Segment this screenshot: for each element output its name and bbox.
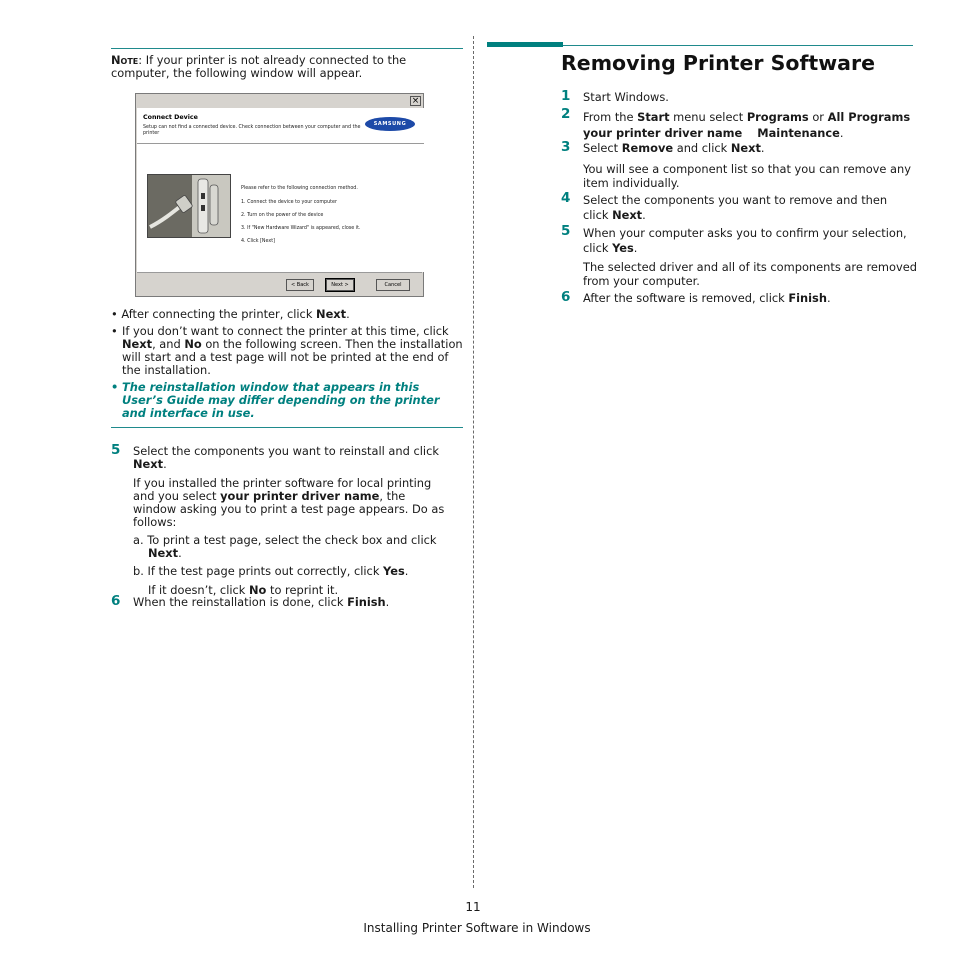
step5-paragraph xyxy=(133,477,449,529)
remove-step3-note: You will see a component list so that you can remove any item individually. xyxy=(583,162,911,190)
heading-accent-bar xyxy=(487,42,563,47)
remove-step1-text: Start Windows. xyxy=(583,90,669,104)
bullet-text: . xyxy=(346,307,350,321)
step-text: Select the components you want to reinstall and click xyxy=(133,444,439,458)
connect-device-dialog-screenshot xyxy=(135,93,424,297)
step-number: 5 xyxy=(561,223,571,239)
bullet-text: After connecting the printer, click xyxy=(121,307,317,321)
bullet-dot: • xyxy=(111,324,118,338)
step-bold: your printer driver name xyxy=(583,126,743,140)
bullet-dont-connect xyxy=(111,325,463,377)
step-bold: your printer driver name xyxy=(220,489,380,503)
step-text: If you installed the printer software for local printing and you select xyxy=(133,476,432,503)
step-number: 4 xyxy=(561,190,571,206)
step-bold: Yes xyxy=(383,564,405,578)
back-button: < Back xyxy=(286,279,314,291)
step5-line1: Select the components you want to reinstall and click Next. xyxy=(133,444,439,471)
instruction-step: 3. If "New Hardware Wizard" is appeared, close it. xyxy=(241,226,361,231)
instruction-step: 4. Click [Next] xyxy=(241,239,275,244)
step-text: When your computer asks you to confirm your selection, click xyxy=(583,226,907,255)
section-title: Removing Printer Software xyxy=(561,51,875,75)
instruction-step: 1. Connect the device to your computer xyxy=(241,200,337,205)
remove-step3-text: Select Remove and click Next. xyxy=(583,141,765,155)
bullet-dot: • xyxy=(111,380,119,394)
bullet-text: The reinstallation window that appears in this User’s Guide may differ depending on the printer and interface in use. xyxy=(122,380,440,420)
step-bold: Next xyxy=(612,208,643,222)
bullet-text: If you don’t want to connect the printer at this time, click xyxy=(122,324,449,338)
step-text: to reprint it. xyxy=(266,583,339,597)
next-button: Next > xyxy=(326,279,354,291)
dialog-button-separator xyxy=(137,272,422,273)
step-text: a. To print a test page, select the check box and click xyxy=(133,533,437,547)
step-bold: Yes xyxy=(612,241,634,255)
step-number: 2 xyxy=(561,106,571,122)
bullet-text: , and xyxy=(152,337,185,351)
bullet-text: on the following screen. Then the installation will start and a test page will not be printed at the end of the installation. xyxy=(122,337,463,377)
remove-step4-text: Select the components you want to remove and then click Next. xyxy=(583,193,888,222)
step-number: 6 xyxy=(111,593,121,609)
step-text: From the xyxy=(583,110,638,124)
note-paragraph xyxy=(111,54,461,80)
bullet-reinstall-note xyxy=(111,381,463,420)
step-text: After the software is removed, click xyxy=(583,291,789,305)
step-number: 1 xyxy=(561,88,571,104)
dialog-description: Setup can not find a connected device. Check connection between your computer and the printer xyxy=(143,125,361,136)
step-bold: Next xyxy=(133,457,164,471)
step-number: 3 xyxy=(561,139,571,155)
dialog-body xyxy=(137,144,424,272)
note-top-rule xyxy=(111,48,463,49)
step-bold: Next xyxy=(148,546,179,560)
step-text: and click xyxy=(673,141,731,155)
bullet-bold: Next xyxy=(122,337,153,351)
samsung-logo: SAMSUNG xyxy=(365,117,415,131)
bullet-bold: Next xyxy=(316,307,347,321)
step-text: When the reinstallation is done, click xyxy=(133,595,348,609)
step-bold: No xyxy=(249,583,267,597)
step-text: menu select xyxy=(669,110,747,124)
instruction-step: 2. Turn on the power of the device xyxy=(241,213,324,218)
page-number: 11 xyxy=(465,900,481,914)
step-bold: All Programs xyxy=(827,110,911,124)
heading-rule xyxy=(563,45,913,46)
dialog-titlebar xyxy=(136,94,423,107)
step-bold: Start xyxy=(637,110,670,124)
dialog-title: Connect Device xyxy=(143,114,198,121)
step-text: b. If the test page prints out correctly, click xyxy=(133,564,384,578)
note-bottom-rule xyxy=(111,427,463,428)
step-number: 5 xyxy=(111,442,121,458)
usb-connection-photo xyxy=(147,174,231,238)
step-text: , the window asking you to print a test page appears. Do as follows: xyxy=(133,489,445,529)
bullet-after-connecting xyxy=(111,308,461,321)
step-bold: Finish xyxy=(788,291,827,305)
step-bold: Finish xyxy=(347,595,386,609)
step-text: If it doesn’t, click xyxy=(148,583,250,597)
dialog-header xyxy=(137,108,424,144)
step-number: 6 xyxy=(561,289,571,305)
note-text: : If your printer is not already connected to the computer, the following window will appear. xyxy=(111,53,407,80)
step-bold: Next xyxy=(730,141,761,155)
step6-text: When the reinstallation is done, click Finish. xyxy=(133,595,390,609)
step-text: Select the components you want to remove and then click xyxy=(583,193,888,222)
step5-text xyxy=(133,445,453,597)
cancel-button: Cancel xyxy=(376,279,410,291)
chapter-title: Installing Printer Software in Windows xyxy=(363,921,591,935)
step-text: or xyxy=(808,110,828,124)
column-divider xyxy=(473,36,474,888)
step-bold: Remove xyxy=(621,141,674,155)
remove-step2-text: From the Start menu select Programs or All Programs your printer driver name Maintenance. xyxy=(583,110,911,140)
step-text: Select xyxy=(583,141,622,155)
step-bold: Programs xyxy=(746,110,809,124)
bullet-bold: No xyxy=(184,337,202,351)
note-label: Note xyxy=(111,53,139,67)
bullet-dot: • xyxy=(111,307,122,321)
instruction-heading: Please refer to the following connection method. xyxy=(241,186,358,191)
step5-substep-b: b. If the test page prints out correctly, click Yes. xyxy=(133,564,409,578)
remove-step6-text: After the software is removed, click Finish. xyxy=(583,291,831,305)
close-icon: × xyxy=(411,96,420,106)
remove-step5-text: When your computer asks you to confirm your selection, click Yes. xyxy=(583,226,907,255)
remove-step5-note: The selected driver and all of its components are removed from your computer. xyxy=(583,260,917,288)
step-bold: Maintenance xyxy=(757,126,840,140)
step5-substep-a: a. To print a test page, select the check box and click Next. xyxy=(133,533,437,560)
